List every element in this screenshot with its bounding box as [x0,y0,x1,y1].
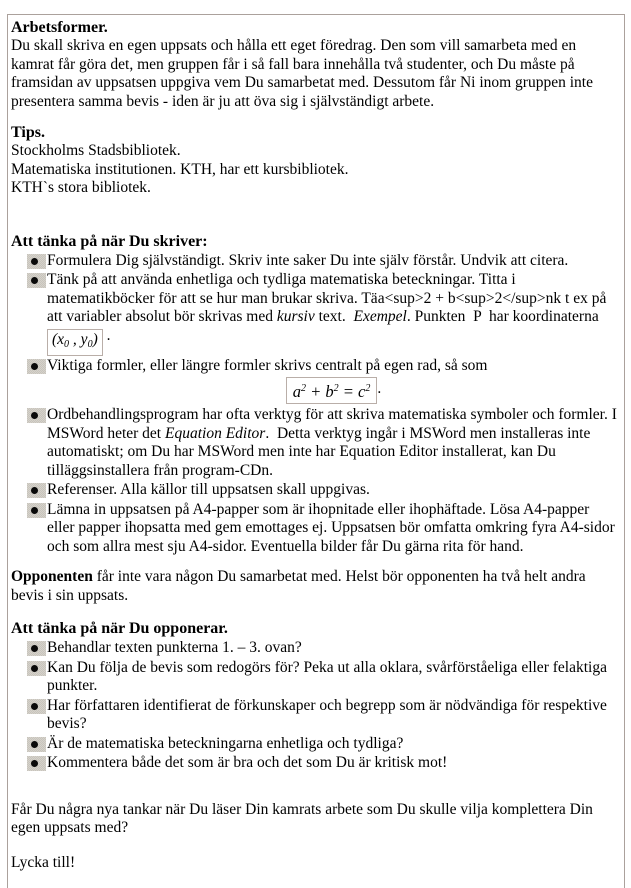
formula-superscript: 2 [365,383,371,394]
formula-subscript: 0 [64,338,70,350]
bullet-icon [27,661,46,676]
list-item-text: Kommentera både det som är bra och det som Du är kritisk mot! [47,754,448,771]
formula-pythagoras-image [286,377,378,404]
tips-line: Stockholms Stadsbibliotek. [11,142,181,159]
list-item [27,639,620,658]
list-item-text: . Detta verktyg ingår i MSWord men installeras inte automatiskt; om Du har MSWord men inte har Equation Editor installerat, kan Du tilläggsinstallera från program-CDn. [47,424,591,479]
formula-text: + b [306,382,334,401]
italic-word-exempel: Exempel [353,308,407,325]
formula-text: ) [92,330,98,348]
bullet-icon [27,483,46,498]
list-item-text: . [102,326,111,344]
document-page [7,14,625,888]
bullet-icon [27,359,46,374]
list-item [27,357,620,405]
paragraph-arbetsformer: Du skall skriva en egen uppsats och hålla ett eget föredrag. Den som vill samarbeta med en kamrat får göra det, men gruppen får i så fall bara innehålla två studenter, och Du måste på framsidan av uppsatsen uppgiva vem Du samarbetat med. Dessutom får Ni inom gruppen inte presentera samma bevis - iden är ju att öva sig i självständigt arbete. [11,37,593,110]
section-tips [11,123,620,198]
formula-text: a [292,382,301,401]
list-item [27,697,620,734]
list-item-text: Viktiga formler, eller längre formler skrivs centralt på egen rad, så som [47,356,488,374]
paragraph-farewell: Lycka till! [11,853,76,871]
list-item-text: Tänk på att använda enhetliga och tydliga matematiska beteckningar. Titta i matematikböcker för att se hur man brukar skriva. Täa<sup>2 + b<sup>2</sup>nk t ex på att variabler absolut bör skrivas med [47,271,607,325]
bullet-icon [27,273,46,288]
list-item-text: Har författaren identifierat de förkunskaper och begrepp som är nödvändiga för respektive bevis? [47,696,607,732]
section-heading-arbetsformer: Arbetsformer. [11,19,108,36]
list-item-text: Behandlar texten punkterna 1. – 3. ovan? [47,639,302,656]
bold-word-opponenten: Opponenten [11,568,93,585]
list-item-text: Är de matematiska beteckningarna enhetliga och tydliga? [47,734,404,752]
opponerar-bullet-list [11,639,620,773]
list-item-text: Kan Du följa de bevis som redogörs för? Peka ut alla oklara, svårförståeliga eller felaktiga punkter. [47,658,607,694]
italic-word-kursiv: kursiv [276,308,315,325]
list-item [27,406,620,480]
list-item [27,754,620,773]
formula-superscript: 2 [301,383,306,394]
formula-superscript: 2 [333,383,339,394]
list-item-text: . Punkten P har koordinaterna [406,308,599,325]
paragraph-opponenten [11,568,620,605]
formula-text: , y [69,330,88,348]
formula-text: = c [338,382,366,401]
paragraph-closing-question: Får Du några nya tankar när Du läser Din kamrats arbete som Du skulle vilja komplettera Din egen uppsats med? [11,800,593,836]
list-item [27,735,620,754]
list-item-text: Ordbehandlingsprogram har ofta verktyg för att skriva matematiska symboler och formler. I MSWord heter det [47,406,617,442]
bullet-icon [27,408,46,423]
section-heading-tips: Tips. [11,124,45,141]
bullet-icon [27,641,46,656]
list-item-text: Formulera Dig självständigt. Skriv inte saker Du inte själv förstår. Undvik att citera. [47,251,569,269]
list-item-text: Referenser. Alla källor till uppsatsen skall uppgivas. [47,481,370,498]
bullet-icon [27,756,46,771]
list-item [27,481,620,500]
section-heading-skriver: Att tänka på när Du skriver: [11,232,208,250]
formula-text: (x [52,330,65,348]
bullet-icon [27,503,46,518]
formula-subscript: 0 [87,338,93,350]
list-item-text: Lämna in uppsatsen på A4-papper som är ihopnitade eller ihophäftade. Lösa A4-papper eller papper ihopsatta med gem emottages ej. Uppsatsen bör omfatta omkring fyra A4-sidor och som allra mest sju A4-sidor. Eventuella bilder får Du gärna rita för hand. [47,500,615,555]
formula-trailing-period: . [377,380,382,397]
centered-formula-row [47,377,620,404]
list-item-text: text. [314,308,354,325]
bullet-icon [27,699,46,714]
list-item [27,659,620,696]
paragraph-text: får inte vara någon Du samarbetat med. Helst bör opponenten ha två helt andra bevis i sin uppsats. [11,568,586,604]
list-item [27,252,620,271]
bullet-icon [27,737,46,752]
italic-phrase-equation-editor: Equation Editor [165,424,266,442]
tips-line: Matematiska institutionen. KTH, har ett kursbibliotek. [11,160,349,178]
formula-coordinates-image [47,329,103,356]
section-heading-opponerar: Att tänka på när Du opponerar. [11,620,228,637]
tips-line: KTH`s stora bibliotek. [11,179,151,196]
bullet-icon [27,254,46,269]
skriver-bullet-list [11,252,620,557]
list-item [27,271,620,356]
list-item [27,501,620,557]
